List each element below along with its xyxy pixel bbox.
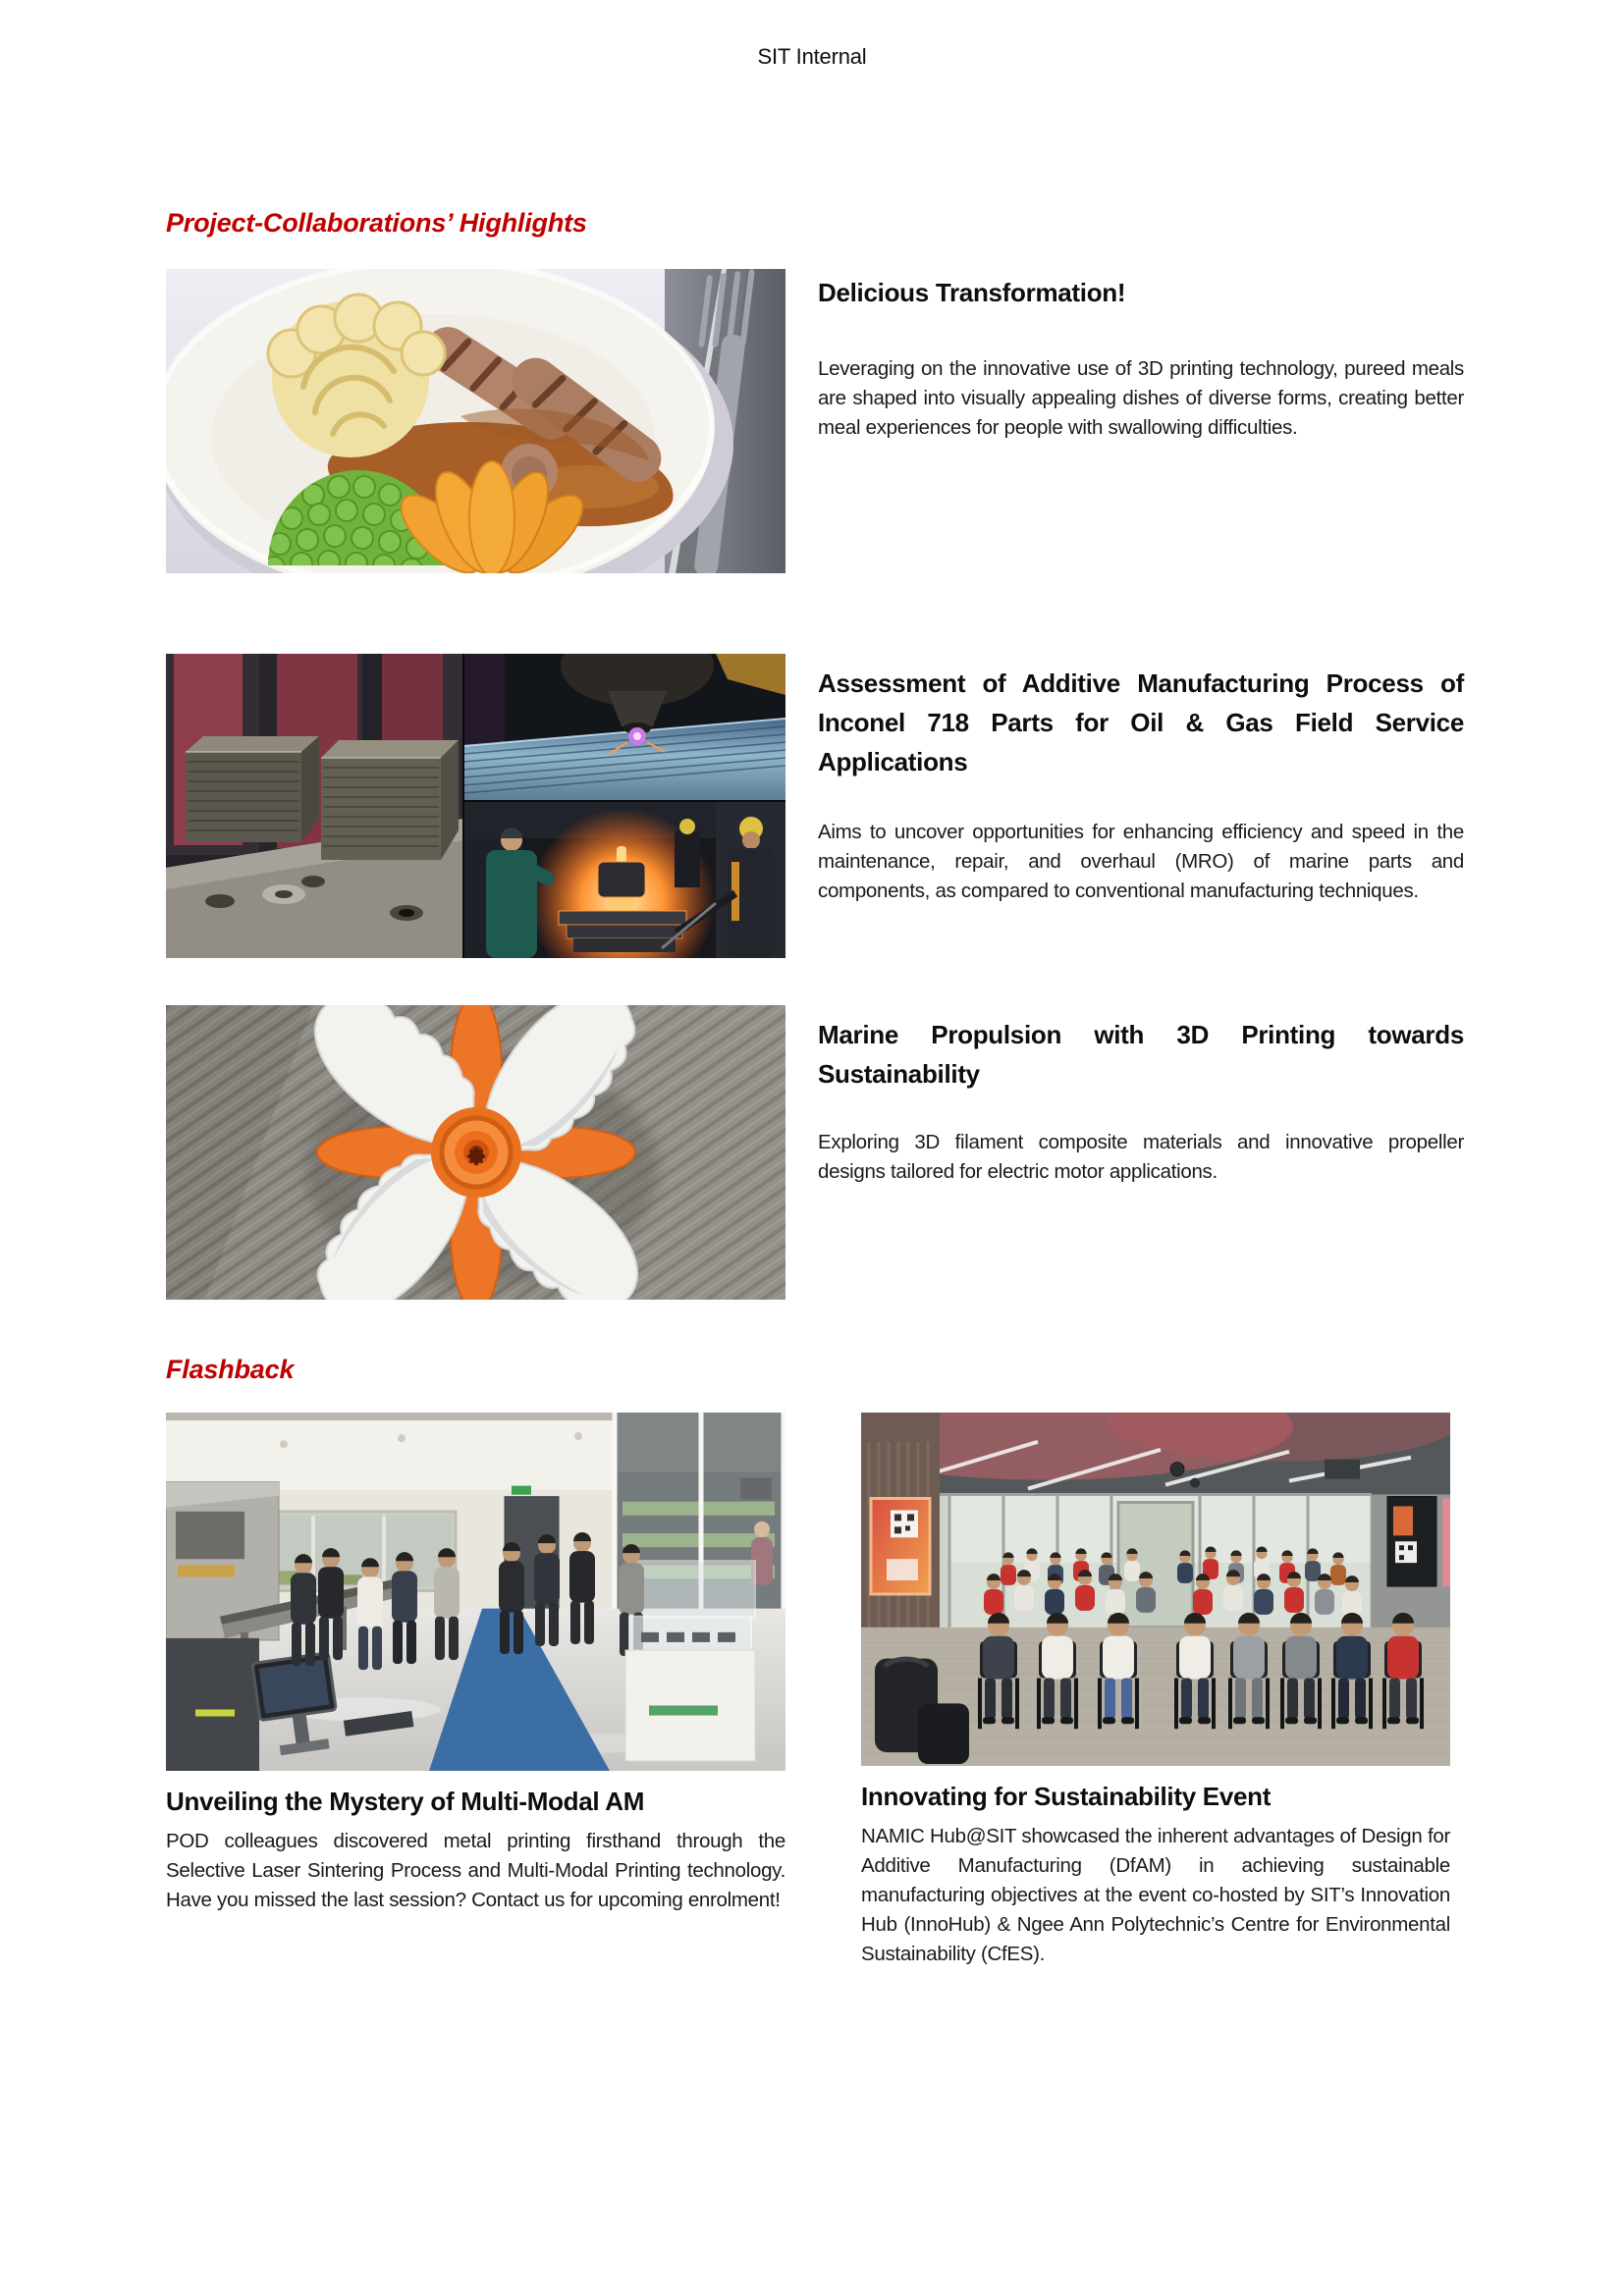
flashback-body: NAMIC Hub@SIT showcased the inherent advantages of Design for Additive Manufacturing (DfAM) in achieving sustainable manufacturing objectives at the event co-hosted by SIT’s Innovation Hub (InnoHub) & Ngee Ann Polytechnic’s Centre for Environmental Sustainability (CfES). — [861, 1825, 1450, 1965]
highlight-heading: Delicious Transformation! — [818, 278, 1126, 307]
flashback-body: POD colleagues discovered metal printing firsthand through the Selective Laser Sintering Process and Multi-Modal Printing technology. Have you missed the last session? Contact us for upcoming enrolment! — [166, 1830, 785, 1911]
highlight-text-block — [818, 1005, 1464, 1300]
pureed-meal-plate-photo — [166, 269, 785, 573]
flashback-item-multi-modal-am — [166, 1413, 785, 1969]
propeller-hub — [431, 1107, 521, 1198]
highlight-item-marine-propulsion — [166, 1005, 1464, 1300]
printed-block-left — [186, 736, 319, 842]
section-title-flashback: Flashback — [166, 1355, 295, 1384]
highlight-body: Leveraging on the innovative use of 3D printing technology, pureed meals are shaped into visually appealing dishes of diverse forms, creating better meal experiences for people with swallowing difficulties. — [818, 357, 1464, 439]
flashback-columns — [166, 1413, 1464, 1969]
highlight-item-inconel-assessment — [166, 654, 1464, 958]
showroom-tour-image — [166, 1413, 785, 1771]
propeller-image — [166, 1005, 785, 1300]
multi-modal-am-showroom-tour-photo — [166, 1413, 785, 1771]
sustainability-event-audience-photo — [861, 1413, 1450, 1766]
wam-blocks-photo — [166, 654, 463, 958]
highlight-heading: Assessment of Additive Manufacturing Process of Inconel 718 Parts for Oil & Gas Field Service Applications — [818, 668, 1464, 776]
white-display-case — [625, 1617, 755, 1761]
flashback-heading: Unveiling the Mystery of Multi-Modal AM — [166, 1787, 645, 1816]
flashback-item-sustainability-event — [861, 1413, 1450, 1969]
inconel-collage-image — [166, 654, 785, 958]
page-classification-header: SIT Internal — [757, 44, 867, 69]
highlight-item-delicious-transformation — [166, 269, 1464, 573]
highlight-body: Aims to uncover opportunities for enhancing efficiency and speed in the maintenance, repair, and overhaul (MRO) of marine parts and components, as compared to conventional manufacturing techniques. — [818, 821, 1464, 902]
inconel-additive-manufacturing-collage-photo — [166, 654, 785, 958]
highlight-text-block — [818, 654, 1464, 958]
printed-block-right — [321, 740, 459, 860]
highlight-text-block — [818, 269, 1464, 573]
deposition-nozzle-photo — [463, 654, 785, 801]
highlight-body: Exploring 3D filament composite materials and innovative propeller designs tailored for electric motor applications. — [818, 1131, 1464, 1183]
pureed-meal-plate-image — [166, 269, 785, 573]
page-content — [166, 207, 1464, 1969]
seminar-audience-image — [861, 1413, 1450, 1766]
flashback-heading: Innovating for Sustainability Event — [861, 1782, 1272, 1811]
3d-printed-propeller-photo — [166, 1005, 785, 1300]
foundry-pour-photo — [463, 801, 785, 958]
section-title-project-collaborations-highlights: Project-Collaborations’ Highlights — [166, 208, 587, 238]
highlight-heading: Marine Propulsion with 3D Printing towards Sustainability — [818, 1020, 1464, 1089]
